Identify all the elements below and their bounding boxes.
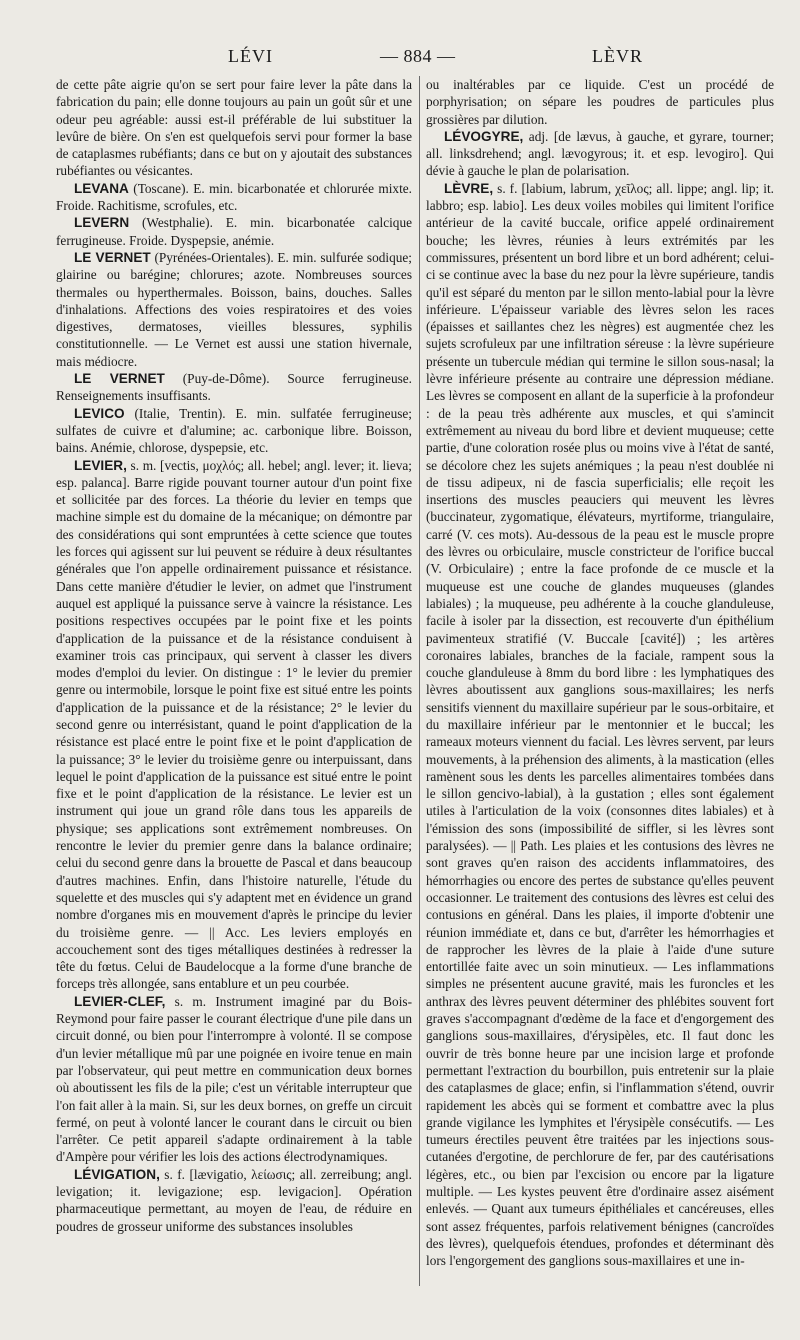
entry-headword: LEVIER-CLEF,: [74, 993, 166, 1009]
entry-headword: LÉVOGYRE,: [444, 128, 524, 144]
entry-levigation: [56, 1166, 412, 1235]
entry-headword: LEVICO: [74, 405, 125, 421]
entry-le-vernet-po: [56, 249, 412, 370]
entry-levana: [56, 180, 412, 215]
right-column: [426, 76, 774, 1286]
entry-continuation: [56, 76, 412, 180]
column-divider: [419, 76, 420, 1286]
entry-text: (Toscane). E. min. bicarbonatée et chlorurée mixte. Froide. Rachitisme, scrofules, etc.: [56, 180, 412, 214]
entry-headword: LE VERNET: [74, 371, 165, 387]
entry-levier: [56, 457, 412, 993]
entry-levogyre: [426, 128, 774, 180]
entry-headword: LÈVRE,: [444, 180, 494, 196]
entry-levier-clef: [56, 993, 412, 1166]
entry-text: (Italie, Trentin). E. min. sulfatée ferrugineuse; sulfates de cuivre et d'alumine; ac. carbonique libre. Boisson, bains. Anémie, chlorose, dyspepsie, etc.: [56, 405, 412, 456]
entry-text: (Westphalie). E. min. bicarbonatée calcique ferrugineuse. Froide. Dyspepsie, anémie.: [56, 215, 412, 248]
entry-le-vernet-pdd: [56, 370, 412, 405]
entry-text: adj. [de lævus, à gauche, et gyrare, tourner; all. linksdrehend; angl. lævogyrous; it. et esp. levogiro]. Qui dévie à gauche le plan de polarisation.: [426, 128, 774, 179]
entry-headword: LE VERNET: [74, 249, 151, 265]
entry-text: (Pyrénées-Orientales). E. min. sulfurée sodique; glairine ou barégine; chlorures; azote. Nombreuses sources thermales ou hyperthermales. Boisson, bains, douches. Salles d'inhalations. Affections des voies respiratoires et des voies digestives, dermatoses, vieilles blessures, syphilis constitutionnelle. — Le Vernet est aussi une station hivernale, mais médiocre.: [56, 249, 412, 369]
entry-levern: [56, 214, 412, 249]
entry-text: s. f. [labium, labrum, χεῖλος; all. lippe; angl. lip; it. labbro; esp. labio]. Les deux voiles mobiles qui limitent l'orifice antérieur de la cavité buccale, orifice appelé ordinairement bouche; les lèvres, réunies à leurs extrémités par les commissures, présentent un bord libre et un bord adhérent; celui-ci se continue avec la base du nez pour la lèvre supérieure, tandis qu'il est séparé du menton par le sillon mento-labial pour la lèvre inférieure. L'épaisseur variable des lèvres selon les races (épaisses et saillantes chez les nègres) est augmentée chez les sujets scrofuleux par une infiltration séreuse : la lèvre supérieure présente un tubercule médian qui termine le sillon sous-nasal; la lèvre inférieure présente au contraire une dépression médiane. Les lèvres se composent en allant de la superficie à la profondeur : de la peau très adhérente aux muscles, et qui s'amincit extrêmement au niveau du bord libre et devient muqueuse; cette partie, d'une coloration rosée plus ou moins vive à l'état de santé, se décolore chez les sujets anémiques ; la peau n'est doublée ni de tissu adipeux, ni de fascia superficialis; elle reçoit les insertions des muscles peauciers qui meuvent les lèvres (buccinateur, zygomatique, élévateurs, myrtiforme, triangulaire, carré (V. ces mots). Au-dessous de la peau est le muscle propre des lèvres ou orbiculaire, muscle constricteur de l'orifice buccal (V. Orbiculaire) ; entre la face profonde de ce muscle et la muqueuse est une couche de glandes muqueuses (glandes labiales) ; la muqueuse, peu adhérente à la couche glanduleuse, facile à isoler par la dissection, est recouverte d'un épithélium pavimenteux stratifié (V. Buccale [cavité]) ; les artères coronaires labiales, branches de la faciale, rampent sous la couche glanduleuse à 8mm du bord libre : les lymphatiques des lèvres aboutissent aux ganglions sous-maxillaires; les nerfs sensitifs viennent du maxillaire supérieur par le sous-orbitaire, et du maxillaire inférieur par le mentonnier et le buccal; les rameaux moteurs viennent du facial. Les lèvres servent, par leurs mouvements, à la préhension des aliments, à la mastication (elles ramènent sous les dents les parcelles alimentaires tombées dans le sillon gencivo-labial), à la gustation ; elles sont également utiles à l'articulation de la voix (consonnes dites labiales) et à l'émission des sons (impossibilité de siffler, si les lèvres sont paralysées). — || Path. Les plaies et les contusions des lèvres ne sont graves qu'en raison des accidents inflammatoires, des hémorrhagies ou encore des pertes de substance qu'elles peuvent occasionner. Le traitement des contusions des lèvres est celui des contusions en général. Dans les plaies, il importe d'obtenir une réunion immédiate et, dans ce but, d'arrêter les hémorrhagies et de rapprocher les lèvres de la plaie à l'aide d'une suture entortillée faite avec un soin minutieux. — Les inflammations simples ne présentent aucune gravité, mais les furoncles et les anthrax des lèvres peuvent déterminer des phlébites souvent fort graves s'accompagnant d'œdème de la face et d'engorgement des ganglions sous-maxillaires, d'érysipèles, etc. Il faut donc les ouvrir de très bonne heure par une incision large et profonde permettant l'extraction du bourbillon, puis entretenir sur la plaie des cataplasmes de glace; enfin, si l'inflammation s'étend, ouvrir rapidement les abcès qui se forment et combattre avec la plus grande vigilance les lymphites et l'érysipèle consécutifs. — Les tumeurs érectiles peuvent être traitées par les injections sous-cutanées d'ergotine, de perchlorure de fer, par des cautérisations légères, etc., ou bien par l'excision ou encore par la ligature multiple. — Les kystes peuvent être d'ordinaire assez aisément enlevés. — Quant aux tumeurs épithéliales et cancéreuses, elles sont assez fréquentes, parfois relativement bénignes (cancroïdes des lèvres), quelquefois étendues, profondes et déterminant dès lors l'engorgement des ganglions sous-maxillaires et une in-: [426, 180, 774, 1269]
left-column: [56, 76, 412, 1286]
entry-text: (Puy-de-Dôme). Source ferrugineuse. Renseignements insuffisants.: [56, 371, 412, 404]
entry-text: s. m. Instrument imaginé par du Bois-Reymond pour faire passer le courant électrique d'une pile dans un circuit donné, ou bien pour l'interrompre à volonté. Il se compose d'un levier métallique mû par une poignée en ivoire tenue en main par l'observateur, qui peut mettre en communication deux bornes où aboutissent les fils de la pile; c'est un véritable interrupteur que l'on fait aller à la main. Si, sur les deux bornes, on greffe un circuit fermé, on peut à volonté lancer le courant dans le circuit ou bien l'arrêter. Ce petit appareil s'adapte ordinairement à la table d'Ampère pour vérifier les lois des actions électrodynamiques.: [56, 993, 412, 1165]
entry-headword: LEVANA: [74, 180, 129, 196]
entry-continuation: [426, 76, 774, 128]
entry-levre: [426, 180, 774, 1270]
entry-text: de cette pâte aigrie qu'on se sert pour faire lever la pâte dans la fabrication du pain; elle donne toujours au pain un goût sûr et une odeur peu agréable: aussi est-il préférable de lui substituer la levûre de bière. On s'en est quelquefois servi pour former la base de cataplasmes rubéfiants; dans ce but on y ajoutait des substances rubéfiantes ou vésicantes.: [56, 77, 412, 179]
running-header: [0, 38, 800, 68]
header-right-guide-word: LÈVR: [592, 46, 643, 66]
entry-text: s. f. [lævigatio, λείωσις; all. zerreibung; angl. levigation; it. levigazione; esp. levigacion]. Opération pharmaceutique permettant, au moyen de l'eau, de réduire en poudres de grosseur uniforme des substances insolubles: [56, 1166, 412, 1234]
entry-headword: LÉVIGATION,: [74, 1166, 160, 1182]
entry-headword: LEVIER,: [74, 457, 127, 473]
entry-text: ou inaltérables par ce liquide. C'est un procédé de porphyrisation; on sépare les poudres de particules plus grossières par dilution.: [426, 77, 774, 127]
page-number: — 884 —: [380, 46, 456, 66]
header-left-guide-word: LÉVI: [228, 46, 273, 66]
entry-headword: LEVERN: [74, 215, 130, 231]
entry-levico: [56, 405, 412, 457]
entry-text: s. m. [vectis, μοχλός; all. hebel; angl. lever; it. lieva; esp. palanca]. Barre rigide pouvant tourner autour d'un point fixe et sollicitée par des forces. La théorie du levier en temps que machine simple est du domaine de la mécanique; on démontre par des considérations qui sont empruntées à cette science que toutes les forces qui agissent sur lui peuvent se réduire à deux résultantes générales que l'on appelle ordinairement puissance et résistance. Dans cette manière d'étudier le levier, on admet que l'instrument auquel est appliqué la puissance serve à vaincre la résistance. Les positions respectives occupées par le point fixe et les points d'application de la puissance et de la résistance conduisent à examiner trois cas principaux, qui servent à classer les divers modes d'emploi du levier. On distingue : 1° le levier du premier genre ou intermobile, lorsque le point fixe est situé entre les points d'application de la puissance et de la résistance; 2° le levier du second genre ou interrésistant, quand le point d'application de la résistance est placé entre le point fixe et le point d'application de la puissance; 3° le levier du troisième genre ou interpuissant, dans lequel le point d'application de la puissance est situé entre le point fixe et le point d'application de la résistance. Le levier est un instrument qui joue un grand rôle dans tous les appareils de physique; ses applications sont extrêmement nombreuses. On rencontre le levier du premier genre dans la balance ordinaire; celui du second genre dans la brouette de Pascal et dans beaucoup d'autres machines. Enfin, dans l'histoire naturelle, l'étude du squelette et des muscles qui s'y adaptent met en évidence un grand nombre d'organes mis en mouvement d'après le principe du levier du troisième genre. — || Acc. Les leviers employés en accouchement sont des tiges métalliques destinées à redresser la tête du fœtus. Celui de Baudelocque a la forme d'une branche de forceps très allongée, sans entablure et un peu courbée.: [56, 457, 412, 992]
